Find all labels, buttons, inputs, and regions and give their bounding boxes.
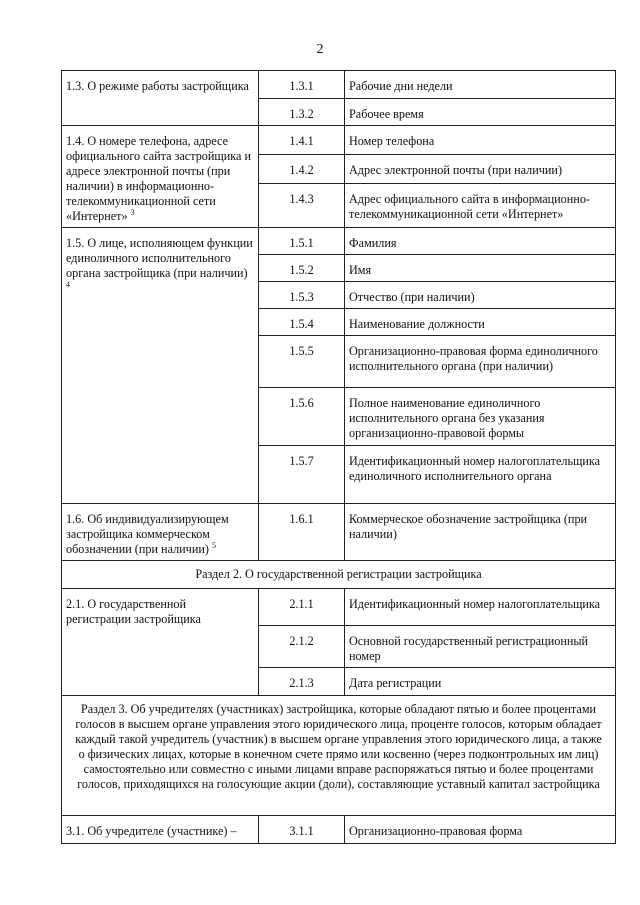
item-code: 2.1.1: [259, 589, 345, 626]
item-description: Отчество (при наличии): [345, 282, 616, 309]
item-description: Адрес официального сайта в информационно-телекоммуникационной сети «Интернет»: [345, 184, 616, 228]
disclosure-table: [61, 70, 616, 844]
item-code: 3.1.1: [259, 816, 345, 844]
table-row: [62, 126, 616, 155]
page-number: 2: [316, 42, 324, 57]
group-title-cell: [62, 504, 259, 561]
table-row: [62, 504, 616, 561]
table-row: [62, 228, 616, 255]
item-description: Организационно-правовая форма единоличного исполнительного органа (при наличии): [345, 336, 616, 388]
footnote-marker: 4: [66, 279, 70, 289]
item-code: 1.4.1: [259, 126, 345, 155]
item-description: Фамилия: [345, 228, 616, 255]
group-title: 1.5. О лице, исполняющем функции единоличного исполнительного органа застройщика (при наличии): [66, 236, 253, 280]
table-row: [62, 71, 616, 99]
item-code: 2.1.3: [259, 668, 345, 696]
item-description: Рабочие дни недели: [345, 71, 616, 99]
item-code: 1.4.3: [259, 184, 345, 228]
item-description: Идентификационный номер налогоплательщика единоличного исполнительного органа: [345, 446, 616, 504]
footnote-marker: 3: [130, 207, 135, 217]
group-title: 2.1. О государственной регистрации застройщика: [66, 597, 201, 626]
item-code: 1.4.2: [259, 155, 345, 184]
item-code: 1.6.1: [259, 504, 345, 561]
section-row: [62, 696, 616, 816]
group-title: 1.3. О режиме работы застройщика: [66, 79, 249, 93]
table-row: [62, 816, 616, 844]
group-title-cell: [62, 71, 259, 126]
item-description: Наименование должности: [345, 309, 616, 336]
section-row: [62, 561, 616, 589]
item-code: 1.5.7: [259, 446, 345, 504]
item-description: Коммерческое обозначение застройщика (при наличии): [345, 504, 616, 561]
item-description: Рабочее время: [345, 99, 616, 126]
item-code: 1.3.2: [259, 99, 345, 126]
item-description: Идентификационный номер налогоплательщика: [345, 589, 616, 626]
item-code: 1.5.6: [259, 388, 345, 446]
group-title-cell: [62, 228, 259, 504]
item-code: 1.5.1: [259, 228, 345, 255]
item-code: 1.5.2: [259, 255, 345, 282]
item-description: Полное наименование единоличного исполнительного органа без указания организационно-правовой формы: [345, 388, 616, 446]
item-code: 1.5.5: [259, 336, 345, 388]
item-description: Адрес электронной почты (при наличии): [345, 155, 616, 184]
item-description: Организационно-правовая форма: [345, 816, 616, 844]
group-title-cell: [62, 589, 259, 696]
group-title: 3.1. Об учредителе (участнике) –: [66, 824, 237, 838]
item-code: 1.5.4: [259, 309, 345, 336]
table-row: [62, 589, 616, 626]
item-code: 1.3.1: [259, 71, 345, 99]
item-description: Имя: [345, 255, 616, 282]
footnote-marker: 5: [211, 540, 216, 550]
item-description: Номер телефона: [345, 126, 616, 155]
section-heading: Раздел 2. О государственной регистрации застройщика: [62, 561, 616, 589]
group-title-cell: [62, 816, 259, 844]
group-title: 1.4. О номере телефона, адресе официального сайта застройщика и адресе электронной почты (при наличии) в информационно-телекоммуникационной сети «Интернет»: [66, 134, 252, 223]
item-description: Основной государственный регистрационный номер: [345, 626, 616, 668]
section-heading: Раздел 3. Об учредителях (участниках) застройщика, которые обладают пятью и более процентами голосов в высшем органе управления этого юридического лица, проценте голосов, которым обладает каждый такой учредитель (участник) в высшем органе управления этого юридического лица, а также о физических лицах, которые в конечном счете прямо или косвенно (через подконтрольных им лиц) самостоятельно или совместно с иными лицами вправе распоряжаться пятью и более процентами голосов, приходящихся на голосующие акции (доли), составляющие уставный капитал застройщика: [62, 696, 616, 816]
group-title-cell: [62, 126, 259, 228]
item-code: 2.1.2: [259, 626, 345, 668]
group-title: 1.6. Об индивидуализирующем застройщика коммерческом обозначении (при наличии): [66, 512, 229, 556]
item-code: 1.5.3: [259, 282, 345, 309]
item-description: Дата регистрации: [345, 668, 616, 696]
